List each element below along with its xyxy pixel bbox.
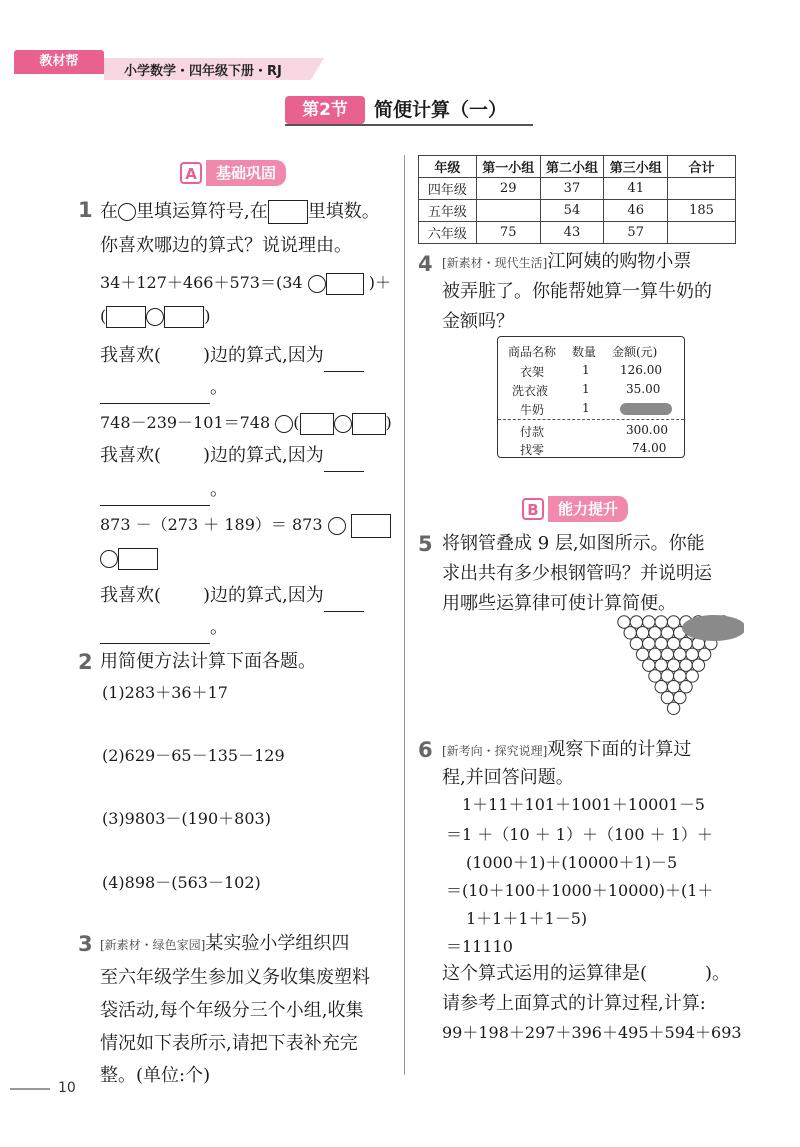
q1-equation-1 [100, 270, 391, 295]
operator-circle[interactable] [328, 517, 346, 535]
q5-line2: 求出共有多少根钢管吗？并说明运 [442, 563, 712, 584]
q3-tag: [新素材・绿色家园] [100, 938, 206, 952]
question-3-number: 3 [78, 932, 93, 956]
receipt-item-name: 洗衣液 [512, 384, 549, 398]
receipt-paid-value: 300.00 [626, 423, 668, 437]
table-cell: 29 [476, 178, 540, 200]
table-row [419, 200, 736, 222]
eq2-paren-close: ) [385, 413, 392, 432]
section-badge: 第2节 [285, 96, 365, 124]
table-header-cell: 年级 [419, 156, 477, 178]
q1-equation-2 [100, 410, 392, 435]
q3-line3: 袋活动,每个年级分三个小组,收集 [100, 1000, 364, 1021]
category-a-letter: A [180, 162, 202, 184]
table-cell: 43 [540, 222, 604, 244]
question-6-number: 6 [418, 738, 433, 762]
question-1-number: 1 [78, 198, 93, 222]
receipt-item-qty: 1 [582, 382, 590, 396]
steel-pipe [686, 670, 698, 682]
like-a: 我喜欢( [100, 445, 162, 466]
table-header-cell: 第二小组 [540, 156, 604, 178]
q3-line5: 整。(单位:个) [100, 1065, 211, 1086]
receipt-header-name: 商品名称 [508, 345, 557, 359]
q5-line1: 将钢管叠成 9 层,如图所示。你能 [442, 533, 705, 554]
receipt-header-qty: 数量 [572, 345, 597, 359]
operator-circle[interactable] [118, 203, 136, 221]
answer-blank[interactable] [100, 483, 210, 506]
section-title: 简便计算（一） [374, 99, 508, 121]
table-row [419, 222, 736, 244]
steel-pipe [674, 648, 686, 660]
table-cell: 185 [668, 200, 736, 222]
steel-pipe [661, 670, 673, 682]
steel-pipe [698, 648, 710, 660]
question-4-number: 4 [418, 252, 433, 276]
steel-pipe [624, 627, 636, 639]
eq2-paren-open: ( [293, 413, 300, 432]
q2-item-2: (2)629－65－135－129 [102, 746, 285, 765]
steel-pipe [636, 627, 648, 639]
q6-step-1: 1＋11＋101＋1001＋10001－5 [462, 795, 705, 814]
table-cell: 41 [604, 178, 668, 200]
category-a-badge [178, 160, 286, 186]
eq3-left: 873 －（273 ＋ 189）＝ 873 [100, 515, 323, 534]
steel-pipe [692, 659, 704, 671]
category-b-label: 能力提升 [548, 496, 628, 522]
receipt-header-amount: 金额(元) [612, 345, 658, 359]
number-box[interactable] [352, 413, 386, 435]
q6-line2: 程,并回答问题。 [442, 767, 574, 788]
steel-pipe [674, 670, 686, 682]
steel-pipe [649, 648, 661, 660]
steel-pipe [649, 670, 661, 682]
table-cell-blank[interactable] [668, 222, 736, 244]
receipt-item-qty: 1 [582, 363, 590, 377]
receipt-item-name: 衣架 [520, 365, 545, 379]
q4-line2: 被弄脏了。你能帮她算一算牛奶的 [442, 281, 712, 302]
column-divider [404, 155, 405, 1075]
operator-circle[interactable] [100, 550, 118, 568]
q6-step-4: ＝(10＋100＋1000＋10000)＋(1＋ [446, 881, 714, 900]
section-underline [285, 124, 533, 126]
q1-like-2-line2 [100, 474, 228, 506]
answer-blank[interactable] [324, 351, 364, 372]
q6-step-6: ＝11110 [446, 937, 513, 956]
steel-pipe-figure [616, 614, 744, 718]
q6-step-5: 1＋1＋1＋1－5) [466, 909, 588, 928]
number-box[interactable] [268, 200, 308, 224]
period: 。 [210, 377, 228, 398]
q1-text-a: 在 [100, 201, 118, 222]
steel-pipe [655, 681, 667, 693]
receipt-item-name: 牛奶 [520, 403, 545, 417]
answer-blank[interactable] [324, 451, 364, 472]
number-box[interactable] [118, 548, 158, 570]
table-cell: 五年级 [419, 200, 477, 222]
table-cell: 37 [540, 178, 604, 200]
steel-pipe [655, 616, 667, 628]
table-cell: 四年级 [419, 178, 477, 200]
category-b-badge [520, 496, 628, 522]
law-a: 这个算式运用的运算律是( [442, 963, 648, 984]
steel-pipe [661, 691, 673, 703]
law-b: )。 [705, 963, 731, 984]
operator-circle[interactable] [146, 308, 164, 326]
period: 。 [210, 479, 228, 500]
like-a: 我喜欢( [100, 585, 162, 606]
operator-circle[interactable] [334, 415, 352, 433]
steel-pipe [686, 648, 698, 660]
question-2-number: 2 [78, 650, 93, 674]
operator-circle[interactable] [308, 275, 326, 293]
receipt-divider [498, 419, 684, 420]
like-b: )边的算式,因为 [203, 585, 324, 606]
q1-like-1 [100, 340, 364, 372]
eq1-paren-close: ) [204, 306, 211, 326]
table-row [419, 178, 736, 200]
q1-equation-3 [100, 512, 391, 538]
q1-text-c: 里填数。 [307, 201, 380, 222]
q1-equation-1-cont [100, 306, 211, 328]
q4-text1: 江阿姨的购物小票 [547, 251, 692, 272]
steel-pipe [667, 659, 679, 671]
brand-tab: 教材帮 [14, 50, 104, 74]
steel-pipe [643, 659, 655, 671]
steel-pipe [667, 616, 679, 628]
q6-step-2: ＝1 ＋（10 ＋ 1）＋（100 ＋ 1）＋ [446, 825, 713, 844]
table-header-cell: 合计 [668, 156, 736, 178]
q6-law-line [442, 958, 730, 990]
smudge-mark [682, 615, 744, 641]
q3-text1: 某实验小学组织四 [205, 933, 350, 954]
q1-like-2 [100, 440, 364, 472]
steel-pipe [618, 616, 630, 628]
q2-item-3: (3)9803－(190＋803) [102, 809, 271, 828]
eq1-left: 34＋127＋466＋573＝(34 [100, 273, 303, 292]
receipt-paid-label: 付款 [520, 425, 545, 439]
steel-pipe [667, 637, 679, 649]
q2-item-1: (1)283＋36＋17 [102, 683, 228, 702]
eq1-right: )＋ [368, 273, 392, 292]
table-cell-blank[interactable] [476, 200, 540, 222]
q1-equation-3-cont [100, 548, 158, 570]
steel-pipe [680, 637, 692, 649]
table-header-cell: 第三小组 [604, 156, 668, 178]
receipt-change-value: 74.00 [632, 441, 667, 455]
receipt-change-label: 找零 [520, 443, 545, 457]
table-header-row [419, 156, 736, 178]
steel-pipe [643, 616, 655, 628]
number-box[interactable] [106, 306, 146, 328]
answer-blank[interactable] [324, 591, 364, 612]
q4-line3: 金额吗？ [442, 311, 514, 332]
receipt-item-amount: 35.00 [626, 382, 661, 396]
like-a: 我喜欢( [100, 345, 162, 366]
q4-tag: [新素材・现代生活] [442, 256, 548, 270]
operator-circle[interactable] [275, 415, 293, 433]
period: 。 [210, 617, 228, 638]
category-a-label: 基础巩固 [206, 160, 286, 186]
question-1-line1 [100, 196, 380, 228]
eq2-left: 748－239－101＝748 [100, 413, 271, 432]
q1-like-3-line2 [100, 612, 228, 644]
steel-pipe [674, 691, 686, 703]
collection-table [418, 155, 736, 244]
steel-pipe [643, 637, 655, 649]
steel-pipe [655, 659, 667, 671]
page-number-line [10, 1088, 50, 1090]
number-box[interactable] [300, 413, 334, 435]
q6-ref-line: 请参考上面算式的计算过程,计算: [442, 993, 706, 1014]
book-subtitle: 小学数学・四年级下册・RJ [124, 64, 282, 79]
q1-like-1-line2 [100, 372, 228, 404]
q6-tag: [新考向・探究说理] [442, 744, 548, 758]
steel-pipe [680, 681, 692, 693]
q3-line2: 至六年级学生参加义务收集废塑料 [100, 967, 370, 988]
answer-blank[interactable] [100, 621, 210, 644]
receipt-item-qty: 1 [582, 401, 590, 415]
q2-item-4: (4)898－(563－102) [102, 873, 261, 892]
question-1-line2: 你喜欢哪边的算式？说说理由。 [100, 235, 352, 256]
q3-line4: 情况如下表所示,请把下表补充完 [100, 1033, 358, 1054]
shopping-receipt [497, 336, 685, 458]
number-box[interactable] [326, 273, 364, 295]
q6-text1: 观察下面的计算过 [547, 739, 692, 760]
answer-blank[interactable] [100, 381, 210, 404]
question-5-number: 5 [418, 532, 433, 556]
steel-pipe [649, 627, 661, 639]
q4-line1 [442, 246, 691, 279]
table-cell: 75 [476, 222, 540, 244]
q3-line1 [100, 928, 349, 961]
steel-pipe [655, 637, 667, 649]
steel-pipe [680, 659, 692, 671]
table-cell-blank[interactable] [668, 178, 736, 200]
smudge-mark [620, 403, 672, 415]
number-box[interactable] [164, 306, 204, 328]
receipt-item-amount: 126.00 [620, 363, 662, 377]
number-box[interactable] [351, 514, 391, 538]
steel-pipe [630, 637, 642, 649]
steel-pipe [667, 681, 679, 693]
q1-like-3 [100, 580, 364, 612]
steel-pipe [636, 648, 648, 660]
table-cell: 六年级 [419, 222, 477, 244]
question-2-stem: 用简便方法计算下面各题。 [100, 651, 316, 672]
q5-line3: 用哪些运算律可使计算简便。 [442, 593, 676, 614]
like-b: )边的算式,因为 [203, 345, 324, 366]
steel-pipe [630, 616, 642, 628]
table-header-cell: 第一小组 [476, 156, 540, 178]
steel-pipe [661, 648, 673, 660]
steel-pipe [661, 627, 673, 639]
table-cell: 54 [540, 200, 604, 222]
q6-step-3: (1000＋1)＋(10000＋1)－5 [466, 853, 678, 872]
q1-text-b: 里填运算符号,在 [136, 201, 268, 222]
steel-pipe [667, 702, 679, 714]
like-b: )边的算式,因为 [203, 445, 324, 466]
eq1-paren-open: ( [100, 306, 107, 326]
table-cell: 46 [604, 200, 668, 222]
table-cell: 57 [604, 222, 668, 244]
page-number: 10 [58, 1080, 76, 1096]
category-b-letter: B [522, 498, 544, 520]
q6-final-expression: 99＋198＋297＋396＋495＋594＋693 [442, 1023, 742, 1042]
